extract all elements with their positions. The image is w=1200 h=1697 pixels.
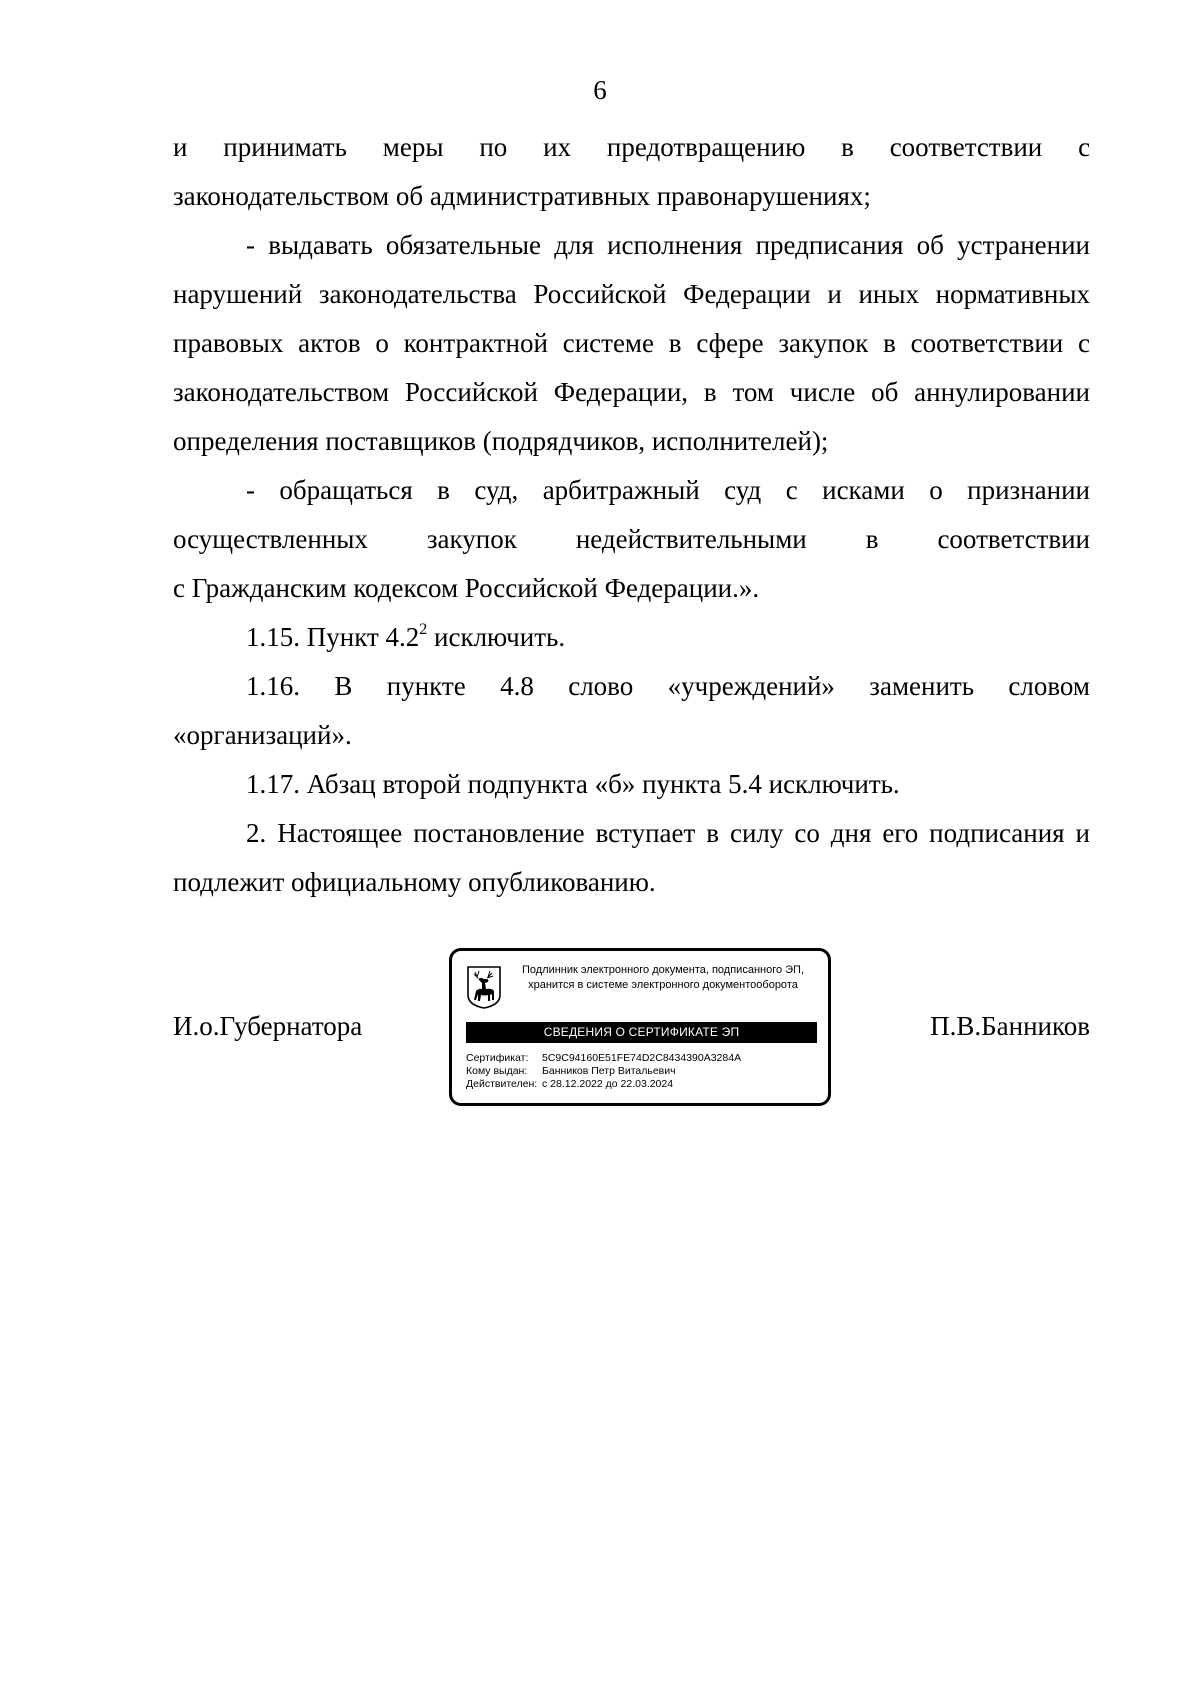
word: меры <box>382 132 444 162</box>
word: в <box>841 132 854 162</box>
word: предотвращению <box>606 132 806 162</box>
word: заменить <box>869 671 975 701</box>
stamp-details <box>466 1052 741 1091</box>
paragraph-2: - выдавать обязательные для исполнения предписания об устранении нарушений законодательства Российской Федерации и иных нормативных правовых актов о контрактной системе в сфере закупок в соответствии с законодательством Российской Федерации, в том числе об аннулировании определения поставщиков (подрядчиков, исполнителей); <box>173 230 1090 456</box>
paragraph-1-line-1 <box>173 123 1090 172</box>
paragraph-3 <box>173 466 1090 613</box>
paragraph-5 <box>173 662 1090 760</box>
word: по <box>479 132 508 162</box>
word: пункте <box>386 671 466 701</box>
word: «учреждений» <box>667 671 835 701</box>
issued-to-value: Банников Петр Витальевич <box>542 1065 676 1077</box>
word: осуществленных <box>173 524 368 554</box>
validity-label: Действителен: <box>466 1078 538 1090</box>
word: 4.8 <box>500 671 534 701</box>
word: недействительными <box>575 524 807 554</box>
paragraph-5-line-2: «организаций». <box>173 720 352 750</box>
stamp-header-line-1: Подлинник электронного документа, подписанного ЭП, <box>521 964 805 976</box>
paragraph-5-line-1 <box>173 662 1090 711</box>
electronic-signature-stamp <box>449 948 831 1106</box>
paragraph-1 <box>173 123 1090 221</box>
issued-to-row <box>466 1065 741 1078</box>
stamp-header-line-2: хранится в системе электронного документооборота <box>528 979 798 991</box>
paragraph-6: 1.17. Абзац второй подпункта «б» пункта 5.4 исключить. <box>246 769 900 799</box>
certificate-label: Сертификат: <box>466 1052 529 1064</box>
paragraph-3-line-2 <box>173 515 1090 564</box>
page-number: 6 <box>593 75 607 105</box>
issued-to-label: Кому выдан: <box>466 1065 528 1077</box>
certificate-row <box>466 1052 741 1065</box>
paragraph-3-line-1: - обращаться в суд, арбитражный суд с исками о признании <box>246 475 1090 505</box>
superscript: 2 <box>419 621 428 638</box>
word: В <box>334 671 353 701</box>
paragraph-1-line-2: законодательством об административных правонарушениях; <box>173 181 871 211</box>
paragraph-7: 2. Настоящее постановление вступает в силу со дня его подписания и подлежит официальному опубликованию. <box>173 818 1090 897</box>
word: соответствии <box>937 524 1090 554</box>
paragraph-4-text: 1.15. Пункт 4.2 <box>246 622 420 652</box>
validity-value: с 28.12.2022 до 22.03.2024 <box>542 1078 674 1090</box>
word: закупок <box>426 524 517 554</box>
word: их <box>543 132 572 162</box>
word: слово <box>568 671 634 701</box>
word: принимать <box>223 132 347 162</box>
word: соответствии <box>889 132 1043 162</box>
paragraph-4 <box>173 613 1090 662</box>
stamp-header <box>504 963 822 993</box>
word: 1.16. <box>246 671 300 701</box>
validity-row <box>466 1078 741 1091</box>
word: и <box>173 132 188 162</box>
deer-emblem-icon <box>466 965 502 1009</box>
word: словом <box>1008 671 1090 701</box>
signer-position: И.о.Губернатора <box>173 1011 363 1041</box>
document-body <box>173 123 1090 907</box>
word: с <box>1078 132 1091 162</box>
paragraph-3-line-3: с Гражданским кодексом Российской Федерации.». <box>173 573 760 603</box>
paragraph-4-text-end: исключить. <box>427 622 566 652</box>
word: в <box>865 524 879 554</box>
signer-name: П.В.Банников <box>930 1011 1090 1041</box>
certificate-value: 5C9C94160E51FE74D2C8434390A3284A <box>542 1052 742 1064</box>
stamp-title-bar: СВЕДЕНИЯ О СЕРТИФИКАТЕ ЭП <box>466 1022 817 1043</box>
